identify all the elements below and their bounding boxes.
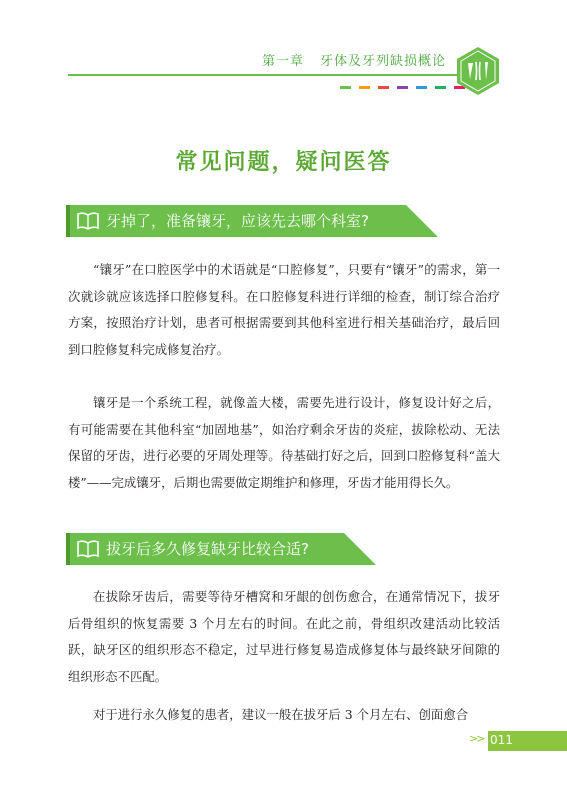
color-dash-row <box>340 86 465 89</box>
body-paragraph: “镶牙”在口腔医学中的术语就是“口腔修复”，只要有“镶牙”的需求，第一次就诊就应该选择口腔修复科。在口腔修复科进行详细的检查，制订综合治疗方案，按照治疗计划，患者可根据需要到其他科室进行相关基础治疗，最后回到口腔修复科完成修复治疗。 <box>68 262 500 357</box>
section-heading-bar <box>66 205 438 237</box>
body-paragraph: 在拔除牙齿后，需要等待牙槽窝和牙龈的创伤愈合，在通常情况下，拔牙后骨组织的恢复需要 3 个月左右的时间。在此之前，骨组织改建活动比较活跃，缺牙区的组织形态不稳定，过早进行修复易造成修复体与最终缺牙间隙的组织形态不匹配。 <box>68 589 500 684</box>
chapter-name: 牙体及牙列缺损概论 <box>320 54 447 69</box>
body-paragraph: 对于进行永久修复的患者，建议一般在拔牙后 3 个月左右、创面愈合 <box>93 707 469 722</box>
color-dash <box>416 86 427 89</box>
open-book-icon <box>76 212 100 230</box>
color-dash <box>435 86 446 89</box>
color-dash <box>378 86 389 89</box>
section-heading-bar <box>66 533 376 565</box>
color-dash <box>359 86 370 89</box>
chapter-label: 第一章 <box>262 54 305 69</box>
open-book-icon <box>76 540 100 558</box>
page-title: 常见问题，疑问医答 <box>175 149 392 175</box>
section-heading: 拔牙后多久修复缺牙比较合适? <box>106 540 309 558</box>
header-rule <box>68 74 460 76</box>
page-arrows-icon: >> <box>469 732 484 745</box>
page-number: 011 <box>490 733 513 747</box>
chapter-header <box>0 0 567 110</box>
chapter-title <box>262 50 446 69</box>
body-paragraph: 镶牙是一个系统工程，就像盖大楼，需要先进行设计，修复设计好之后，有可能需要在其他科室“加固地基”，如治疗剩余牙齿的炎症，拔除松动、无法保留的牙齿，进行必要的牙周处理等。待基础打好之后，回到口腔修复科“盖大楼”——完成镶牙，后期也需要做定期维护和修理，牙齿才能用得长久。 <box>68 395 500 490</box>
color-dash <box>340 86 351 89</box>
section-heading: 牙掉了，准备镶牙，应该先去哪个科室? <box>106 212 369 230</box>
dental-tools-icon <box>456 46 500 96</box>
color-dash <box>397 86 408 89</box>
